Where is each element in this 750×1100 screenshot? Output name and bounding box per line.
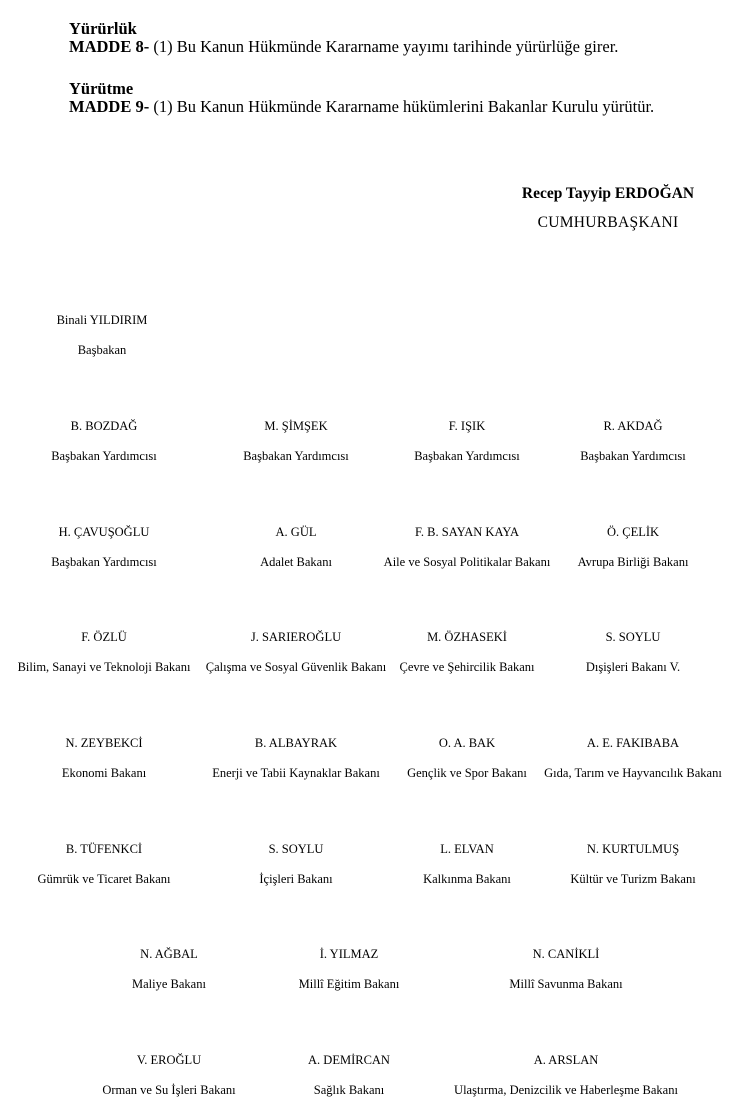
signatory-title: Gençlik ve Spor Bakanı	[407, 766, 527, 780]
article-label: MADDE 8-	[69, 37, 150, 56]
signatory-name: N. CANİKLİ	[532, 947, 600, 961]
signatory-name: O. A. BAK	[438, 736, 496, 750]
signatory-title: Ekonomi Bakanı	[61, 766, 147, 780]
signatory-title: Millî Eğitim Bakanı	[298, 977, 400, 991]
signatory-title: Çalışma ve Sosyal Güvenlik Bakanı	[205, 660, 387, 674]
section-heading-yurutme: Yürütme	[69, 79, 134, 98]
signatory-title: Başbakan Yardımcısı	[51, 449, 157, 463]
signatory-title: Kültür ve Turizm Bakanı	[570, 872, 696, 886]
signatory-name: Ö. ÇELİK	[606, 525, 660, 539]
signatory-name: A. E. FAKIBABA	[586, 736, 680, 750]
signatory-name: M. ŞİMŞEK	[264, 419, 328, 433]
president-name: Recep Tayyip ERDOĞAN	[521, 185, 695, 202]
signatory-name: İ. YILMAZ	[319, 947, 379, 961]
signatory-name: A. GÜL	[275, 525, 317, 539]
signatory-name: S. SOYLU	[268, 842, 324, 856]
signatory-title: Sağlık Bakanı	[313, 1083, 385, 1097]
signatory-title: Başbakan Yardımcısı	[580, 449, 686, 463]
signatory-title: Ulaştırma, Denizcilik ve Haberleşme Bakanı	[454, 1083, 678, 1097]
signatory-title: Başbakan Yardımcısı	[414, 449, 520, 463]
article-9	[69, 98, 654, 116]
signatory-title: Başbakan	[77, 343, 127, 357]
signatory-title: Çevre ve Şehircilik Bakanı	[399, 660, 535, 674]
signatory-title: İçişleri Bakanı	[259, 872, 333, 886]
signatory-title: Bilim, Sanayi ve Teknoloji Bakanı	[17, 660, 191, 674]
signatory-title: Kalkınma Bakanı	[423, 872, 511, 886]
signatory-title: Millî Savunma Bakanı	[509, 977, 623, 991]
article-text: (1) Bu Kanun Hükmünde Kararname hükümlerini Bakanlar Kurulu yürütür.	[149, 97, 655, 116]
signatory-title: Gıda, Tarım ve Hayvancılık Bakanı	[544, 766, 722, 780]
article-label: MADDE 9-	[69, 97, 150, 116]
signatory-name: H. ÇAVUŞOĞLU	[58, 525, 150, 539]
signatory-name: F. B. SAYAN KAYA	[414, 525, 520, 539]
signatory-name: L. ELVAN	[440, 842, 494, 856]
signatory-name: R. AKDAĞ	[603, 419, 663, 433]
section-heading-yururluk: Yürürlük	[69, 19, 137, 38]
signatory-name: V. EROĞLU	[136, 1053, 202, 1067]
signatory-title: Avrupa Birliği Bakanı	[577, 555, 689, 569]
article-8	[69, 38, 618, 56]
signatory-title: Başbakan Yardımcısı	[51, 555, 157, 569]
article-text: (1) Bu Kanun Hükmünde Kararname yayımı tarihinde yürürlüğe girer.	[149, 37, 619, 56]
signatory-name: Binali YILDIRIM	[56, 313, 148, 327]
signatory-name: J. SARIEROĞLU	[250, 630, 342, 644]
signatory-title: Gümrük ve Ticaret Bakanı	[37, 872, 171, 886]
signatory-name: A. ARSLAN	[533, 1053, 599, 1067]
president-title: CUMHURBAŞKANI	[537, 214, 679, 231]
signatory-title: Aile ve Sosyal Politikalar Bakanı	[383, 555, 551, 569]
signatory-name: N. KURTULMUŞ	[586, 842, 680, 856]
signatory-name: F. IŞIK	[448, 419, 486, 433]
signatory-title: Maliye Bakanı	[132, 977, 206, 991]
signatory-title: Orman ve Su İşleri Bakanı	[102, 1083, 236, 1097]
signatory-name: B. TÜFENKCİ	[65, 842, 143, 856]
signatory-name: N. ZEYBEKCİ	[65, 736, 143, 750]
signatory-title: Dışişleri Bakanı V.	[585, 660, 681, 674]
signatory-title: Enerji ve Tabii Kaynaklar Bakanı	[212, 766, 380, 780]
signatory-name: B. BOZDAĞ	[70, 419, 138, 433]
signatory-title: Başbakan Yardımcısı	[243, 449, 349, 463]
signatory-name: A. DEMİRCAN	[308, 1053, 390, 1067]
signatory-name: B. ALBAYRAK	[254, 736, 338, 750]
signatory-name: F. ÖZLÜ	[81, 630, 127, 644]
signatory-name: N. AĞBAL	[140, 947, 198, 961]
signatory-name: S. SOYLU	[605, 630, 661, 644]
signatory-name: M. ÖZHASEKİ	[427, 630, 507, 644]
signatory-title: Adalet Bakanı	[260, 555, 332, 569]
